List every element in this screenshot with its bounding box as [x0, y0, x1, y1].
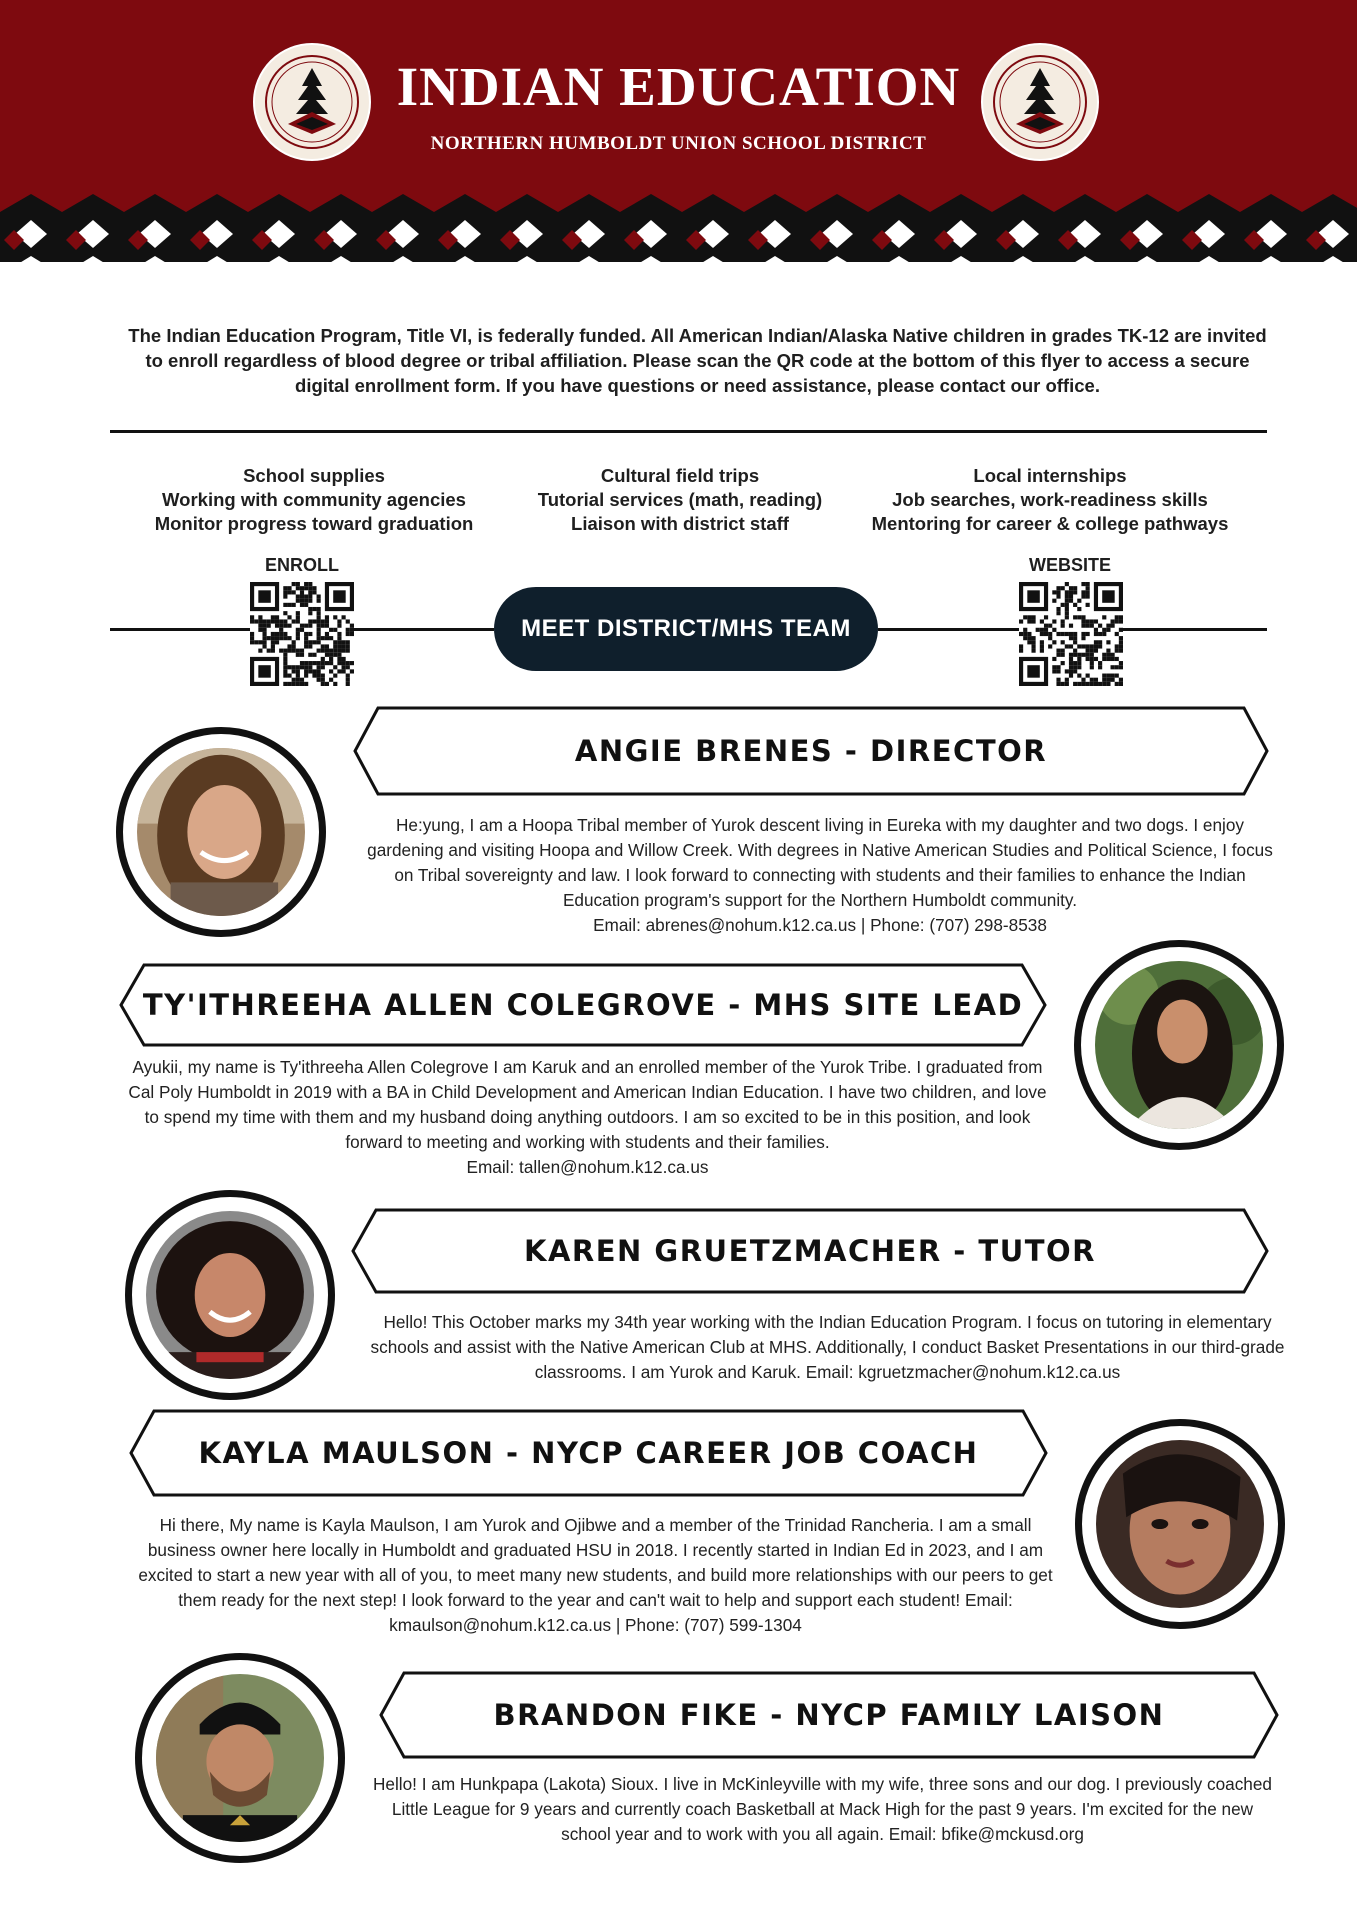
services-column-middle — [490, 464, 870, 536]
service-item: Liaison with district staff — [571, 513, 789, 534]
name-banner — [352, 705, 1270, 797]
staff-bio — [125, 1055, 1050, 1180]
bio-text: Hello! I am Hunkpapa (Lakota) Sioux. I live in McKinleyville with my wife, three sons and our dog. I previously coached Little League for 9 years and currently coach Basketball at Mack High for the past 9 years. I'm excited for the new school year and to work with you all again. Email: bfike@mckusd.org — [373, 1774, 1272, 1844]
page-subtitle: NORTHERN HUMBOLDT UNION SCHOOL DISTRICT — [430, 133, 927, 154]
divider-line — [110, 628, 250, 631]
website-qr-code[interactable] — [1019, 582, 1123, 686]
enroll-label: ENROLL — [265, 555, 339, 575]
header-banner — [0, 0, 1357, 270]
staff-bio — [370, 1310, 1285, 1385]
staff-bio — [365, 1772, 1280, 1847]
contact-info: Email: abrenes@nohum.k12.ca.us | Phone: (707) 298-8538 — [593, 915, 1047, 935]
divider-line — [1123, 628, 1267, 631]
service-item: Job searches, work-readiness skills — [892, 489, 1208, 510]
avatar-tyithreeha-allen-colegrove — [1074, 940, 1284, 1150]
service-item: Mentoring for career & college pathways — [871, 513, 1229, 534]
portrait-photo — [146, 1211, 314, 1379]
service-item: School supplies — [243, 465, 385, 486]
bio-text: Hi there, My name is Kayla Maulson, I am Yurok and Ojibwe and a member of the Trinidad Rancheria. I am a small business owner here locally in Humboldt and graduated HSU in 2018. I recently started in Indian Ed in 2023, and I am excited to start a new year with all of you, to meet many new students, and build more relationships with our peers to get them ready for the next step! I look forward to the year and can't wait to help and support each student! Email: kmaulson@nohum.k12.ca.us | Phone: (707) 599-1304 — [138, 1515, 1053, 1635]
name-banner — [128, 1408, 1049, 1498]
service-item: Tutorial services (math, reading) — [537, 489, 823, 510]
service-item: Local internships — [973, 465, 1127, 486]
avatar-kayla-maulson — [1075, 1419, 1285, 1629]
portrait-photo — [137, 748, 305, 916]
portrait-photo — [156, 1674, 324, 1842]
services-column-right — [860, 464, 1240, 536]
contact-info: Email: tallen@nohum.k12.ca.us — [466, 1157, 709, 1177]
intro-paragraph: The Indian Education Program, Title VI, is federally funded. All American Indian/Alaska Native children in grades TK-12 are invited to enroll regardless of blood degree or tribal affiliation. Please scan the QR code at the bottom of this flyer to access a secure digital enrollment form. If you have questions or need assistance, please contact our office. — [128, 325, 1267, 396]
tribal-pattern-border — [0, 190, 1357, 270]
bio-text: Hello! This October marks my 34th year working with the Indian Education Program. I focus on tutoring in elementary schools and assist with the Native American Club at MHS. Additionally, I conduct Basket Presentations in our third-grade classrooms. I am Yurok and Karuk. Email: kgruetzmacher@nohum.k12.ca.us — [370, 1312, 1285, 1382]
divider-line — [354, 628, 494, 631]
portrait-photo — [1096, 1440, 1264, 1608]
staff-name-title: ANGIE BRENES - DIRECTOR — [574, 734, 1048, 768]
divider-line — [878, 628, 1019, 631]
avatar-angie-brenes — [116, 727, 326, 937]
bio-text: Ayukii, my name is Ty'ithreeha Allen Colegrove I am Karuk and an enrolled member of the Yurok Tribe. I graduated from Cal Poly Humboldt in 2019 with a BA in Child Development and American Indian Education. I have two children, and love to spend my time with them and my husband doing anything outdoors. I am so excited to be in this position, and look forward to meeting and working with students and their families. — [128, 1057, 1047, 1152]
service-item: Monitor progress toward graduation — [154, 513, 474, 534]
service-item: Working with community agencies — [162, 489, 466, 510]
name-banner — [378, 1670, 1280, 1760]
avatar-brandon-fike — [135, 1653, 345, 1863]
services-column-left — [124, 464, 504, 536]
staff-bio — [128, 1513, 1063, 1638]
website-label: WEBSITE — [1028, 555, 1111, 575]
pattern-bottom-edge — [0, 262, 1357, 270]
portrait-photo — [1095, 961, 1263, 1129]
meet-team-button: MEET DISTRICT/MHS TEAM — [494, 587, 878, 671]
name-banner — [118, 962, 1048, 1048]
name-banner — [350, 1207, 1270, 1295]
bio-text: He:yung, I am a Hoopa Tribal member of Yurok descent living in Eureka with my daughter and two dogs. I enjoy gardening and visiting Hoopa and Willow Creek. With degrees in Native American Studies and Political Science, I focus on Tribal sovereignty and law. I look forward to connecting with students and their families to enhance the Indian Education program's support for the Northern Humboldt community. — [367, 815, 1273, 910]
avatar-karen-gruetzmacher — [125, 1190, 335, 1400]
staff-name-title: KAYLA MAULSON - NYCP CAREER JOB COACH — [198, 1436, 979, 1470]
staff-name-title: KAREN GRUETZMACHER - TUTOR — [523, 1234, 1097, 1268]
page-title: INDIAN EDUCATION — [396, 56, 961, 117]
staff-bio — [360, 813, 1280, 938]
staff-name-title: BRANDON FIKE - NYCP FAMILY LAISON — [493, 1698, 1165, 1732]
divider-line — [110, 430, 1267, 433]
staff-name-title: TY'ITHREEHA ALLEN COLEGROVE - MHS SITE LEAD — [142, 988, 1024, 1022]
enroll-qr-code[interactable] — [250, 582, 354, 686]
service-item: Cultural field trips — [600, 465, 760, 486]
